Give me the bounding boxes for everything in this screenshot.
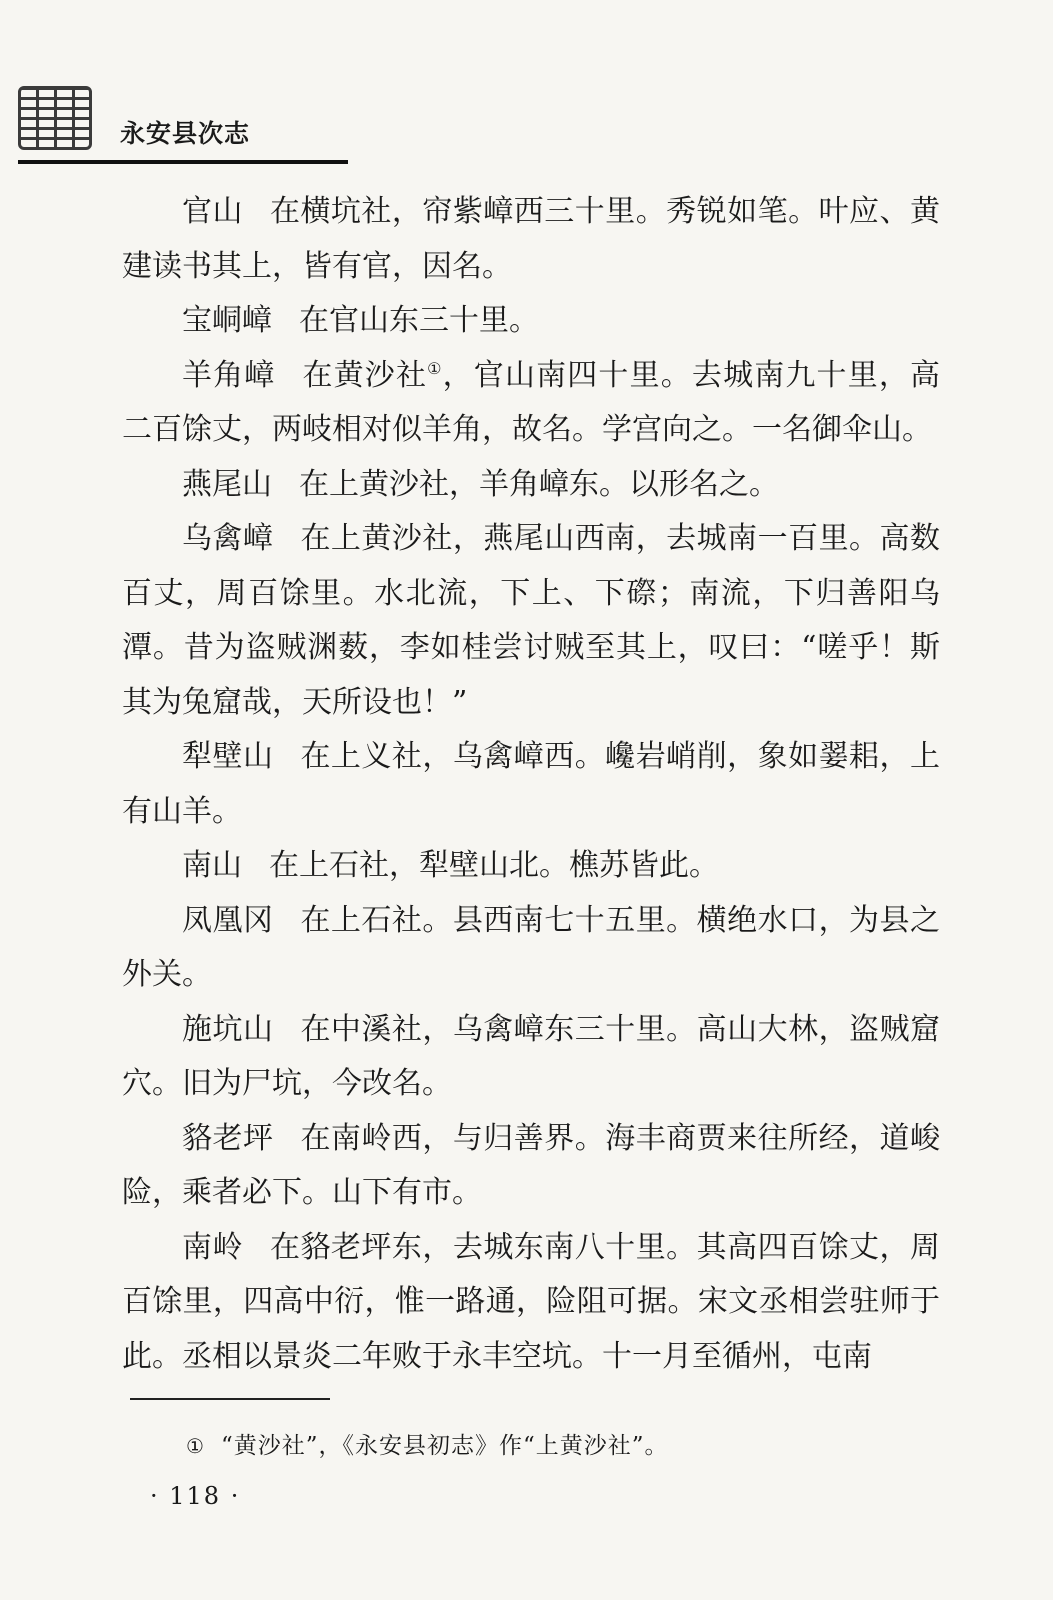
entry-term: 燕尾山 <box>182 466 272 502</box>
header-rule <box>18 160 348 164</box>
footnote-ref: ① <box>427 358 443 378</box>
entry-text: 在中溪社，乌禽嶂东三十里。高山大林，盗贼窟穴。旧为尸坑，今改名。 <box>122 1011 941 1101</box>
entry-term: 宝峒嶂 <box>182 303 272 338</box>
entry-term: 貉老坪 <box>182 1120 274 1156</box>
entry-term: 凤凰冈 <box>182 902 274 938</box>
entry-fenghuanggang <box>122 894 940 1003</box>
footnote-mark: ① <box>186 1434 205 1458</box>
entry-text: 在上义社，乌禽嶂西。巉岩峭削，象如翣耜，上有山羊。 <box>122 739 941 829</box>
footnote-rule <box>130 1398 330 1400</box>
entry-term: 犁壁山 <box>182 739 274 774</box>
entry-text: 在南岭西，与归善界。海丰商贾来往所经，道峻险，乘者必下。山下有市。 <box>122 1120 941 1210</box>
entry-term: 羊角嶂 <box>182 357 276 393</box>
entry-term: 施坑山 <box>182 1011 274 1047</box>
entry-term: 南山 <box>182 848 242 883</box>
entry-nanshan <box>122 839 940 894</box>
entry-text: 在上石社。县西南七十五里。横绝水口，为县之外关。 <box>122 902 941 992</box>
entry-text: 在上黄沙社，燕尾山西南，去城南一百里。高数百丈，周百馀里。水北流，下上、下磜；南流，下归善阳乌潭。昔为盗贼渊薮，李如桂尝讨贼至其上，叹曰：“嗟乎！斯其为兔窟哉，天所设也！” <box>122 521 941 720</box>
entry-term: 南岭 <box>182 1229 243 1265</box>
entry-text: ，官山南四十里。去城南九十里，高二百馀丈，两岐相对似羊角，故名。学宫向之。一名御伞山。 <box>122 357 941 447</box>
footnote <box>186 1428 946 1464</box>
entry-term: 官山 <box>182 194 243 229</box>
seal-stamp-icon <box>18 86 92 150</box>
entry-libishan <box>122 730 940 839</box>
running-title: 永安县次志 <box>120 119 251 148</box>
entry-term: 乌禽嶂 <box>182 521 274 556</box>
entry-text: 在黄沙社 <box>302 357 428 393</box>
entry-text: 在横坑社，帘紫嶂西三十里。秀锐如笔。叶应、黄建读书其上，皆有官，因名。 <box>122 194 941 284</box>
entry-guanshan <box>122 185 940 294</box>
entry-yanweishan <box>122 458 940 513</box>
entry-text: 在上石社，犁壁山北。樵苏皆此。 <box>269 848 719 883</box>
entry-nanling <box>122 1221 940 1385</box>
entry-shikengshan <box>122 1003 940 1112</box>
footnote-text: “黄沙社”，《永安县初志》作“上黄沙社”。 <box>220 1433 669 1459</box>
page-number: · 118 · <box>150 1482 241 1510</box>
entry-wuqinzhang <box>122 512 940 730</box>
entry-text: 在官山东三十里。 <box>299 303 539 338</box>
entry-text: 在貉老坪东，去城东南八十里。其高四百馀丈，周百馀里，四高中衍，惟一路通，险阻可据。宋文丞相尝驻师于此。丞相以景炎二年败于永丰空坑。十一月至循州，屯南 <box>122 1229 941 1374</box>
main-text <box>122 185 940 1384</box>
entry-text: 在上黄沙社，羊角嶂东。以形名之。 <box>299 466 779 502</box>
page-header <box>18 82 348 168</box>
entry-baotongzhang <box>122 294 940 349</box>
entry-yangjiaozhang <box>122 349 940 458</box>
entry-helaoping <box>122 1112 940 1221</box>
